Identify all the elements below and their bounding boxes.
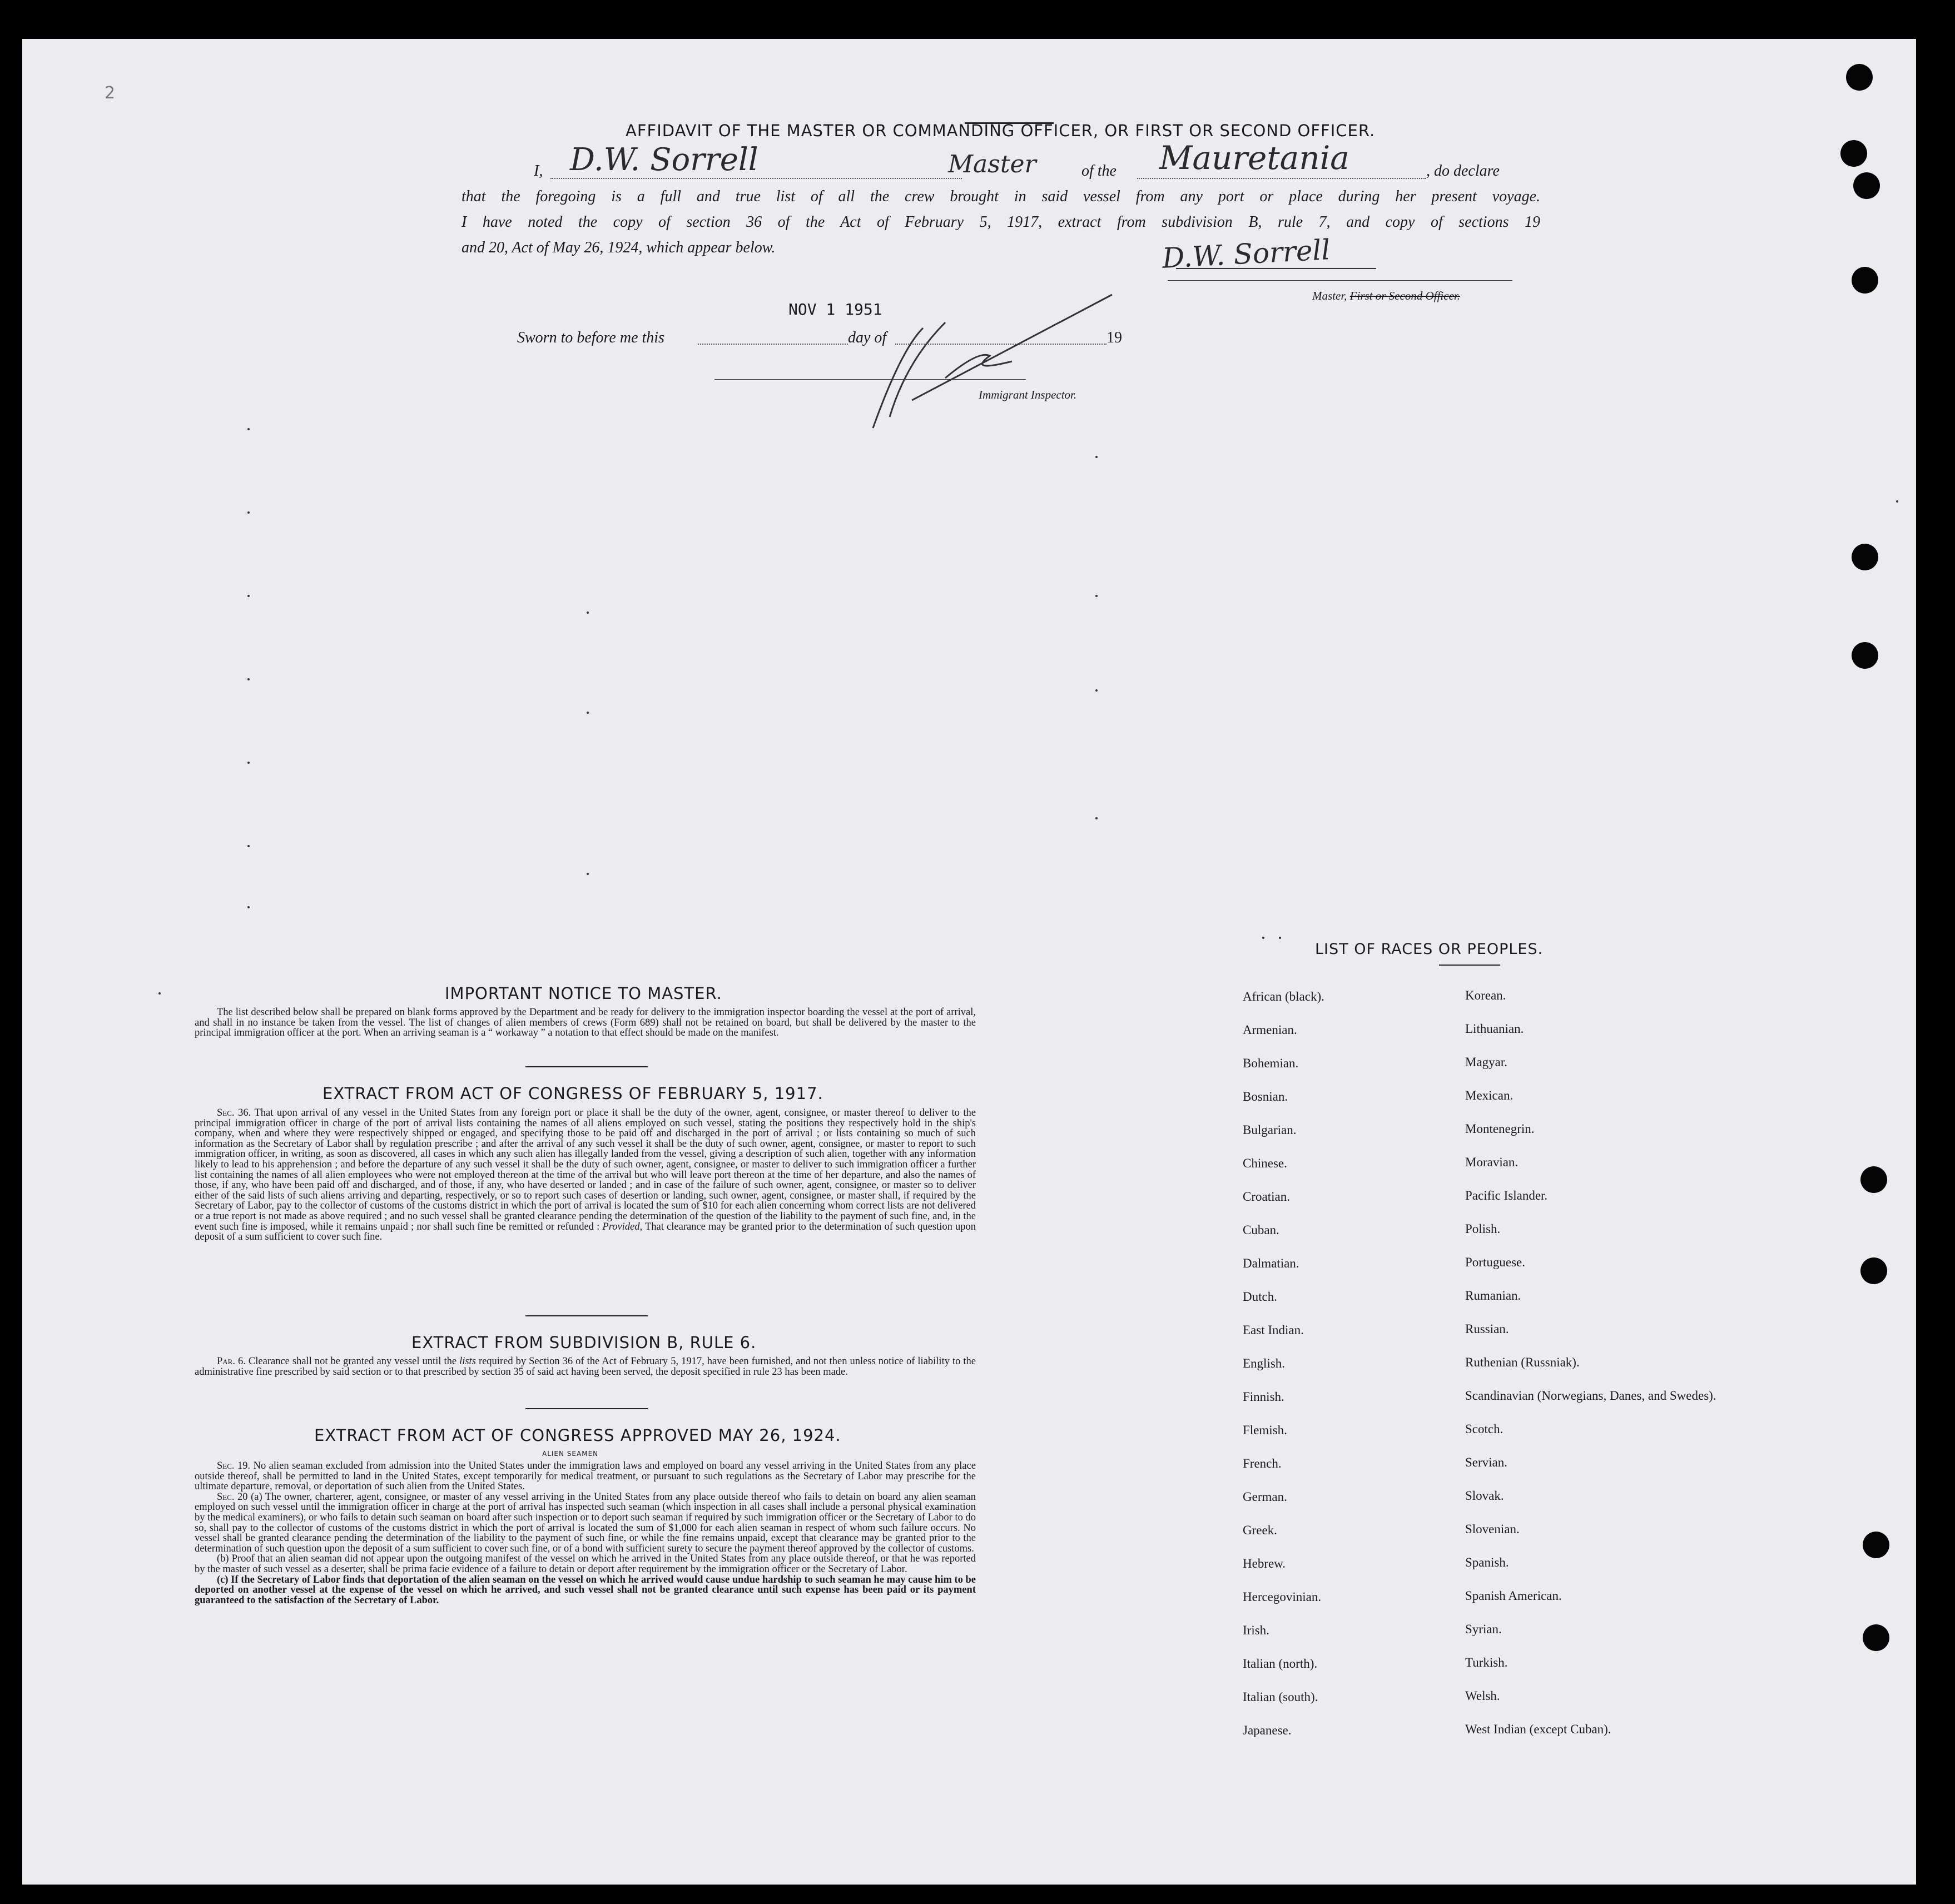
sec20c-text: (c) If the Secretary of Labor finds that deportation of the alien seaman on the vessel on which he arrived would cause undue hardship to such seaman he may cause him to be deported on another vessel at the expense of the vessel on which he arrived, and such vessel shall not be granted clearance until such expense has been paid or its payment guaranteed to the satisfaction of the Secretary of Labor. — [195, 1574, 976, 1606]
race-row — [1243, 1389, 1716, 1423]
race-row — [1243, 1223, 1676, 1256]
page-number: 2 — [105, 83, 116, 103]
race-item-col2: Slovenian. — [1465, 1522, 1520, 1536]
race-row — [1243, 1557, 1676, 1590]
year-prefix: 19 — [1106, 329, 1122, 346]
affidavit-line1-end: , do declare — [1426, 162, 1500, 180]
proviso-label: Provided, — [602, 1221, 643, 1232]
race-row — [1243, 1490, 1676, 1523]
race-item-col2: Spanish. — [1465, 1555, 1509, 1569]
caption-first-second-officer: First or Second Officer. — [1349, 289, 1460, 302]
speck — [1095, 689, 1098, 692]
day-of-label: day of — [848, 329, 887, 346]
race-row — [1243, 1423, 1676, 1456]
binder-hole — [1863, 1624, 1889, 1651]
race-item-col2: Lithuanian. — [1465, 1022, 1524, 1036]
race-item-col1: Dalmatian. — [1243, 1256, 1299, 1270]
race-item-col2: Pacific Islander. — [1465, 1189, 1548, 1202]
race-row — [1243, 1123, 1676, 1156]
binder-hole — [1840, 140, 1867, 167]
vessel-blank-line — [1137, 178, 1426, 179]
name-blank-line — [550, 178, 962, 179]
race-row — [1243, 1056, 1676, 1090]
race-item-col2: Slovak. — [1465, 1489, 1504, 1503]
race-item-col1: African (black). — [1243, 990, 1324, 1003]
race-row — [1243, 1723, 1676, 1757]
sec36-text: That upon arrival of any vessel in the United States from any foreign port or place it shall be the duty of the owner, agent, consignee, or master thereof to deliver to the principal immigration officer in charge of the port of arrival lists containing the names of all aliens employed on such vessel, stating the positions they respectively hold in the ship's company, when and where they were respectively shipped or engaged, and specifying those to be paid off and discharged in the port of arrival ; or lists containing so much of such information as the Secretary of Labor shall by regulation prescribe ; and after the arrival of any such vessel it shall be the duty of such owner, agent, consignee, or master to report to such immigration officer, in writing, as soon as discovered, all cases in which any such alien has illegally landed from the vessel, giving a description of such alien, together with any information likely to lead to his apprehension ; and before the departure of any such vessel it shall be the duty of such owner, agent, consignee, or master to deliver to such immigration officer a further list containing the names of all alien employees who were not employed thereon at the time of the arrival but who will leave port thereon at the time of her departure, and also the names of those, if any, who have been paid off and discharged, and of those, if any, who have deserted or landed ; and in case of the failure of such owner, agent, consignee, or master so to deliver either of the said lists of such aliens arriving and departing, respectively, or so to report such cases of desertion or landing, such owner, agent, consignee, or master shall, if required by the Secretary of Labor, pay to the collector of customs of the customs district in which the port of arrival is located the sum of $10 for each alien concerning whom correct lists are not delivered or a true report is not made as above required ; and no such vessel shall be granted clearance pending the determination of the question of the liability to the payment of such fine, and, in the event such fine is imposed, while it remains unpaid ; nor shall such fine be remitted or refunded : — [195, 1107, 976, 1232]
race-item-col1: Italian (north). — [1243, 1657, 1318, 1671]
race-item-col2: Syrian. — [1465, 1622, 1502, 1636]
speck — [247, 906, 250, 908]
race-row — [1243, 1290, 1676, 1323]
race-row — [1243, 1323, 1676, 1356]
binder-hole — [1853, 172, 1880, 199]
inspector-signature-line — [714, 379, 1026, 380]
date-stamp: NOV 1 1951 — [788, 300, 882, 319]
binder-hole — [1860, 1166, 1887, 1193]
sec36-label: Sec. 36. — [217, 1107, 251, 1118]
race-row — [1243, 1690, 1676, 1723]
signature-caption — [1312, 289, 1460, 303]
races-heading: LIST OF RACES OR PEOPLES. — [1315, 941, 1544, 958]
speck — [587, 612, 589, 614]
extract-1917-text — [195, 1108, 976, 1242]
divider-2 — [525, 1315, 648, 1316]
race-item-col1: Armenian. — [1243, 1023, 1297, 1037]
extract-1924-text — [195, 1461, 976, 1605]
race-item-col1: Croatian. — [1243, 1190, 1290, 1204]
speck — [247, 678, 250, 680]
race-item-col1: East Indian. — [1243, 1323, 1304, 1337]
speck — [247, 428, 250, 430]
race-item-col1: Chinese. — [1243, 1156, 1287, 1170]
title-divider — [965, 122, 1054, 124]
race-row — [1243, 1657, 1676, 1690]
master-signature: D.W. Sorrell — [1161, 233, 1331, 275]
race-item-col2: Spanish American. — [1465, 1589, 1562, 1603]
race-item-col1: English. — [1243, 1356, 1286, 1370]
race-row — [1243, 1623, 1676, 1657]
binder-hole — [1852, 267, 1878, 294]
binder-hole — [1852, 642, 1878, 669]
race-row — [1243, 990, 1676, 1023]
races-list — [1243, 988, 1716, 1757]
race-item-col1: Japanese. — [1243, 1723, 1292, 1737]
race-row — [1243, 1456, 1676, 1490]
notice-text — [195, 1007, 976, 1038]
race-item-col2: Mexican. — [1465, 1088, 1514, 1102]
race-item-col1: Italian (south). — [1243, 1690, 1318, 1704]
binder-hole — [1860, 1257, 1887, 1284]
race-item-col2: Rumanian. — [1465, 1289, 1521, 1303]
race-item-col2: Polish. — [1465, 1222, 1501, 1236]
speck — [247, 845, 250, 847]
affidavit-of-the: of the — [1081, 162, 1117, 180]
proviso-text: That clearance may be granted prior to the determination of such question upon deposit of a sum sufficient to cover such fine. — [195, 1221, 976, 1243]
race-item-col1: Hercegovinian. — [1243, 1590, 1322, 1604]
races-divider — [1439, 965, 1500, 966]
speck — [158, 992, 161, 995]
race-item-col1: German. — [1243, 1490, 1287, 1504]
affidavit-line1-prefix: I, — [534, 162, 543, 180]
race-item-col1: Bosnian. — [1243, 1090, 1288, 1103]
sec19-text: No alien seaman excluded from admission into the United States under the immigration laws and employed on board any vessel arriving in the United States from any place outside thereof, shall be permitted to land in the United States, except temporarily for medical treatment, or pursuant to such regulations as the Secretary of Labor may prescribe for the ultimate departure, removal, or deportation of such alien from the United States. — [195, 1460, 976, 1493]
sec20a-text: (a) The owner, charterer, agent, consignee, or master of any vessel arriving in the United States from any place outside thereof who fails to detain on board any alien seaman employed on such vessel until the immigration officer in charge at the port of arrival has inspected such seaman (which inspection in all cases shall include a personal physical examination by the medical examiners), or who fails to detain such seaman on board after such inspection or to deport such seaman if required by such immigration officer or the Secretary of Labor to do so, shall pay to the collector of customs of the customs district in which the port of arrival is located the sum of $1,000 for each alien seaman in respect of whom such failure occurs. No vessel shall be granted clearance pending the determination of the liability to the payment of such fine, or while the fine remains unpaid, except that clearance may be granted prior to the determination of such question upon the deposit of a sum sufficient to cover such fine, or of a bond with sufficient surety to secure the payment thereof approved by the collector of customs. — [195, 1491, 976, 1554]
race-row — [1243, 1523, 1676, 1557]
speck — [1095, 817, 1098, 819]
race-item-col2: Moravian. — [1465, 1155, 1519, 1169]
race-row — [1243, 1023, 1676, 1056]
affidavit-line4: and 20, Act of May 26, 1924, which appear below. — [462, 239, 776, 256]
race-item-col1: Greek. — [1243, 1523, 1277, 1537]
master-name-handwritten: D.W. Sorrell — [570, 142, 758, 178]
race-item-col2: Scandinavian (Norwegians, Danes, and Swedes). — [1465, 1389, 1716, 1403]
affidavit-title: AFFIDAVIT OF THE MASTER OR COMMANDING OFFICER, OR FIRST OR SECOND OFFICER. — [626, 121, 1376, 140]
divider-1 — [525, 1066, 648, 1067]
race-item-col2: Montenegrin. — [1465, 1122, 1535, 1136]
speck — [247, 511, 250, 514]
speck — [1095, 595, 1098, 597]
race-item-col2: Russian. — [1465, 1322, 1509, 1336]
race-item-col1: French. — [1243, 1456, 1282, 1470]
affidavit-line3: I have noted the copy of section 36 of the Act of February 5, 1917, extract from subdivision B, rule 7, and copy of sections 19 — [462, 213, 1540, 231]
par6-lists: lists — [459, 1356, 476, 1367]
race-item-col1: Bohemian. — [1243, 1056, 1299, 1070]
race-item-col1: Hebrew. — [1243, 1557, 1286, 1570]
speck — [1095, 456, 1098, 458]
race-item-col2: Scotch. — [1465, 1422, 1504, 1436]
inspector-caption: Immigrant Inspector. — [979, 388, 1077, 401]
race-item-col1: Bulgarian. — [1243, 1123, 1297, 1137]
alien-seamen-subheading: ALIEN SEAMEN — [542, 1450, 599, 1458]
race-row — [1243, 1590, 1676, 1623]
sworn-day-blank — [698, 344, 848, 345]
speck — [247, 595, 250, 597]
race-item-col2: Korean. — [1465, 988, 1506, 1002]
race-item-col2: Portuguese. — [1465, 1255, 1525, 1269]
binder-hole — [1846, 64, 1873, 91]
race-item-col2: Welsh. — [1465, 1689, 1500, 1703]
notice-heading: IMPORTANT NOTICE TO MASTER. — [445, 984, 722, 1003]
speck — [1279, 937, 1281, 939]
binder-hole — [1863, 1532, 1889, 1558]
race-item-col1: Irish. — [1243, 1623, 1269, 1637]
extract-rule6-heading: EXTRACT FROM SUBDIVISION B, RULE 6. — [411, 1333, 757, 1352]
sec19-label: Sec. 19. — [217, 1460, 251, 1472]
race-item-col2: Ruthenian (Russniak). — [1465, 1355, 1580, 1369]
speck — [247, 762, 250, 764]
race-row — [1243, 1256, 1676, 1290]
race-row — [1243, 1356, 1676, 1390]
role-handwritten: Master — [948, 150, 1036, 178]
speck — [587, 873, 589, 875]
par6-text-b: required by Section 36 of the Act of February 5, 1917, have been furnished, and not then unless notice of liability to the administrative fine prescribed by said section or to that prescribed by section 35 of said act having been served, the deposit specified in rule 23 has been made. — [195, 1356, 976, 1378]
sec20-label: Sec. 20 — [217, 1491, 248, 1503]
race-item-col1: Finnish. — [1243, 1390, 1284, 1404]
extract-1917-heading: EXTRACT FROM ACT OF CONGRESS OF FEBRUARY 5, 1917. — [322, 1084, 823, 1103]
race-item-col1: Flemish. — [1243, 1423, 1287, 1437]
extract-1924-heading: EXTRACT FROM ACT OF CONGRESS APPROVED MAY 26, 1924. — [314, 1426, 841, 1445]
par6-text-a: Clearance shall not be granted any vessel until the — [248, 1356, 457, 1367]
extract-rule6-text — [195, 1356, 976, 1377]
race-item-col2: West Indian (except Cuban). — [1465, 1722, 1611, 1736]
sec20b-text: (b) Proof that an alien seaman did not appear upon the outgoing manifest of the vessel on which he arrived in the United States from any place outside thereof, or that he was reported by the master of such vessel as a deserter, shall be prima facie evidence of a failure to detain or deport after requirement by the immigration officer or the Secretary of Labor. — [195, 1553, 976, 1575]
binder-hole — [1852, 544, 1878, 570]
speck — [587, 712, 589, 714]
race-item-col2: Servian. — [1465, 1455, 1508, 1469]
race-row — [1243, 1190, 1676, 1223]
vessel-name-handwritten: Mauretania — [1159, 139, 1349, 177]
notice-paragraph: The list described below shall be prepared on blank forms approved by the Department and be ready for delivery to the immigration inspector boarding the vessel at the port of arrival, and shall in no instance be taken from the vessel. The list of changes of alien members of crews (Form 689) shall not be retained on board, but shall be delivered by the master to the principal immigration officer at the port. When an arriving seaman is a “ workaway ” a notation to that effect should be made on the manifest. — [195, 1007, 976, 1039]
speck — [1896, 500, 1898, 503]
race-row — [1243, 1156, 1676, 1190]
document-page — [22, 39, 1916, 1885]
caption-master: Master, — [1312, 289, 1347, 302]
par6-label: Par. 6. — [217, 1356, 246, 1367]
signature-line — [1168, 280, 1512, 281]
speck — [1262, 937, 1264, 939]
affidavit-line2: that the foregoing is a full and true list of all the crew brought in said vessel from any port or place during her present voyage. — [462, 188, 1540, 205]
race-item-col2: Turkish. — [1465, 1656, 1508, 1669]
race-item-col1: Dutch. — [1243, 1290, 1277, 1304]
race-row — [1243, 1090, 1676, 1123]
race-item-col1: Cuban. — [1243, 1223, 1279, 1237]
race-item-col2: Magyar. — [1465, 1055, 1508, 1069]
signature-underline-1 — [1176, 268, 1376, 269]
divider-3 — [525, 1408, 648, 1409]
sworn-label: Sworn to before me this — [517, 329, 664, 346]
